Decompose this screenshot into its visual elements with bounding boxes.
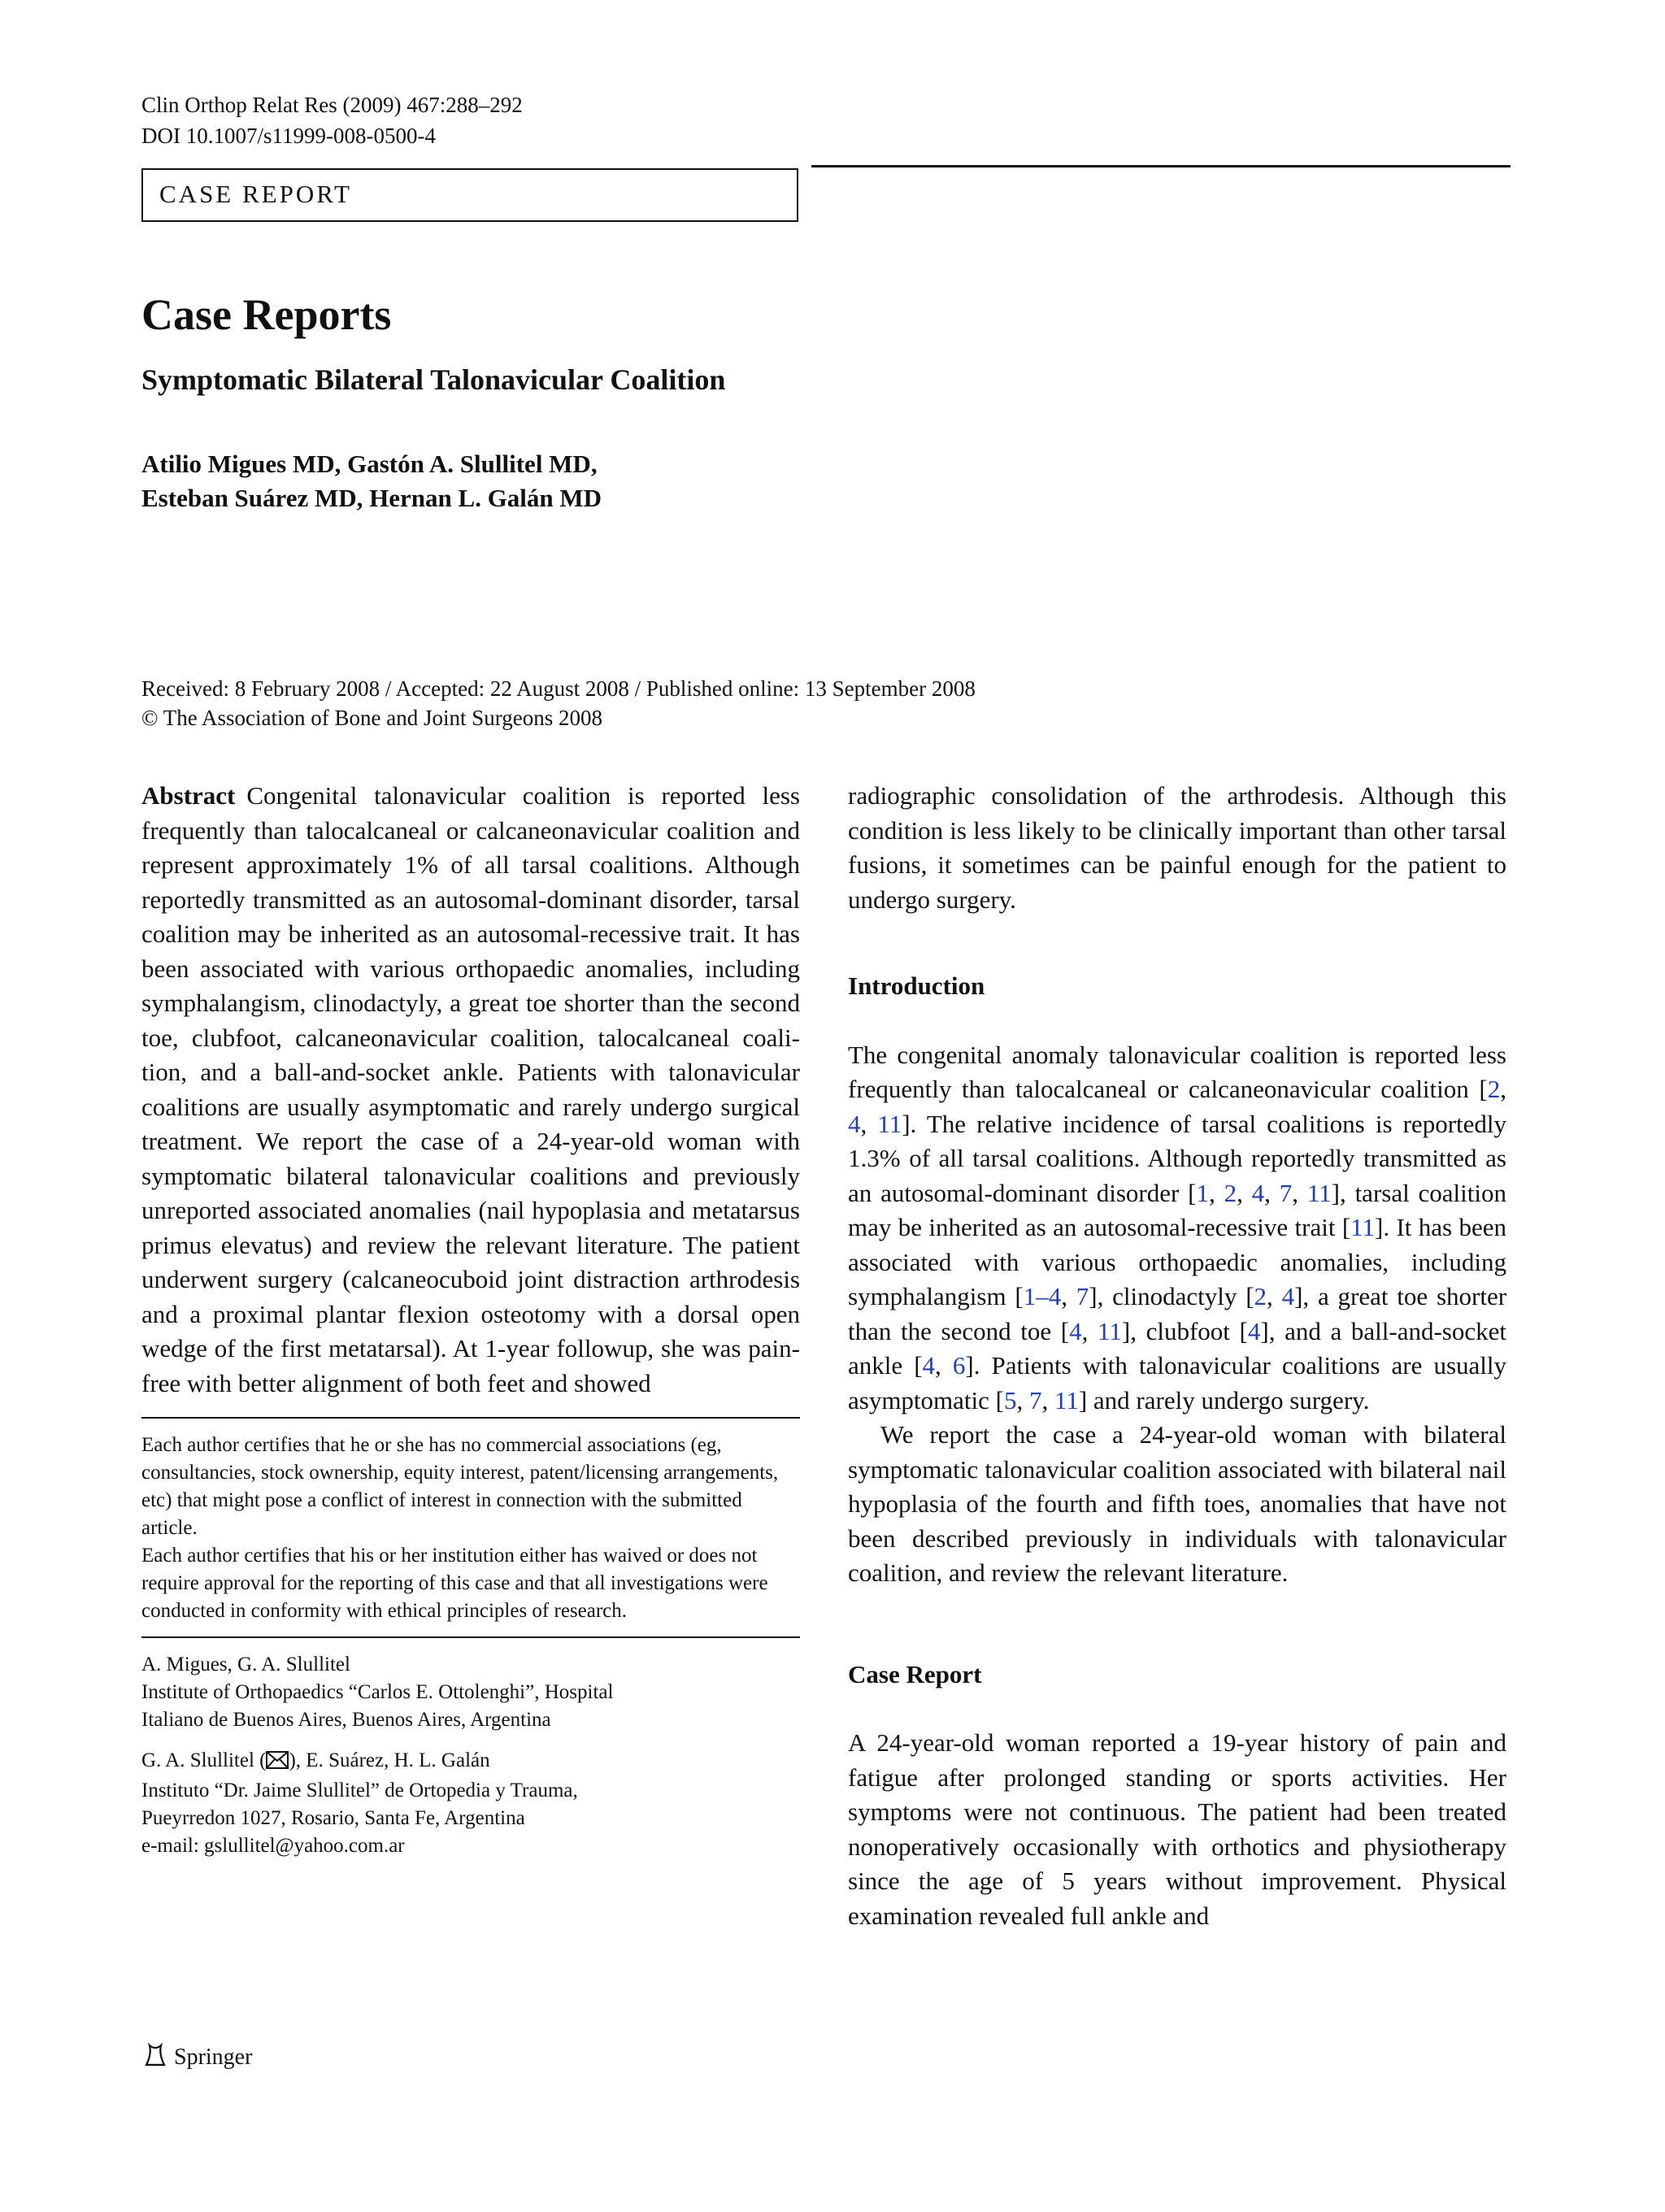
affiliations	[141, 1651, 800, 1860]
introduction-text: ]. It has been associated with various orthopaedic anomalies, including symphalangism [	[848, 1213, 1507, 1310]
citation-link[interactable]: 11	[877, 1109, 902, 1138]
introduction-text: ,	[1237, 1178, 1252, 1207]
introduction-text: ], clinodactyly [	[1089, 1282, 1254, 1310]
citation-link[interactable]: 1–4	[1023, 1282, 1062, 1310]
introduction-text: ,	[860, 1109, 878, 1138]
citation-link[interactable]: 4	[1251, 1178, 1265, 1207]
affiliation-rule	[141, 1636, 800, 1638]
introduction-text: ,	[1041, 1385, 1054, 1415]
article-subtitle: Symptomatic Bilateral Talonavicular Coalition	[141, 363, 726, 396]
introduction-text: ]. The relative incidence of tarsal coalitions is reportedly 1.3% of all tarsal coalitions. Although reportedly transmitted as an autosomal-dominant disorder [	[848, 1109, 1507, 1207]
introduction-text: ,	[1267, 1282, 1282, 1310]
introduction-heading: Introduction	[848, 971, 985, 1000]
citation-link[interactable]: 11	[1306, 1178, 1332, 1207]
disclosure-2: Each author certifies that his or her institution either has waived or does not require approval for the reporting of this case and that all investigations were conducted in conformity with ethical principles of research.	[141, 1545, 768, 1622]
introduction-text: ,	[1264, 1178, 1280, 1207]
introduction-text: ], tarsal coalition may be inherited as an autosomal-recessive trait [	[848, 1178, 1506, 1241]
authors-line-2: Esteban Suárez MD, Hernan L. Galán MD	[141, 484, 602, 512]
envelope-icon	[266, 1749, 289, 1777]
journal-citation	[141, 89, 523, 151]
citation-link[interactable]: 2	[1224, 1178, 1237, 1207]
introduction-text: ], clubfoot [	[1121, 1316, 1248, 1345]
disclosure-1: Each author certifies that he or she has no commercial associations (eg, consultancies, stock ownership, equity interest, patent/licensing arrangements, etc) that might pose a conflict of interest in connection with the submitted article.	[141, 1434, 779, 1539]
doi-line: DOI 10.1007/s11999-008-0500-4	[141, 124, 436, 148]
affiliation-1-line-2: Italiano de Buenos Aires, Buenos Aires, Argentina	[141, 1709, 551, 1731]
section-label: CASE REPORT	[159, 180, 352, 208]
affiliation-1-line-1: Institute of Orthopaedics “Carlos E. Ottolenghi”, Hospital	[141, 1681, 614, 1703]
introduction-text: ] and rarely undergo surgery.	[1078, 1385, 1370, 1415]
introduction-text: ,	[1500, 1075, 1506, 1103]
citation-link[interactable]: 7	[1028, 1385, 1042, 1415]
introduction-text: ,	[1081, 1316, 1098, 1345]
right-column	[848, 779, 1506, 1933]
introduction-text: ,	[1061, 1282, 1076, 1310]
copyright-line: © The Association of Bone and Joint Surgeons 2008	[141, 706, 602, 730]
authors-line-1: Atilio Migues MD, Gastón A. Slullitel MD,	[141, 450, 598, 478]
affiliation-2-email[interactable]: e-mail: gslullitel@yahoo.com.ar	[141, 1835, 405, 1857]
author-list	[141, 447, 602, 515]
affiliation-2-name-rest: ), E. Suárez, H. L. Galán	[289, 1749, 490, 1771]
citation-link[interactable]: 4	[922, 1351, 936, 1380]
introduction-text: ], a great toe shorter than the second toe [	[848, 1282, 1507, 1345]
header-rule	[811, 165, 1511, 167]
citation-link[interactable]: 11	[1350, 1213, 1376, 1241]
introduction-paragraph-2: We report the case a 24-year-old woman with bilateral symptomatic talonavicular coalition associated with bilateral nail hypoplasia of the fourth and fifth toes, anomalies that have not been described previously in individuals with talonavicular coalition, and review the relevant literature.	[848, 1420, 1506, 1587]
affiliation-2-line-2: Pueyrredon 1027, Rosario, Santa Fe, Argentina	[141, 1807, 525, 1829]
affiliation-1-names: A. Migues, G. A. Slullitel	[141, 1654, 350, 1675]
citation-link[interactable]: 2	[1254, 1282, 1267, 1310]
abstract-paragraph	[141, 779, 800, 1401]
citation-link[interactable]: 4	[1069, 1316, 1082, 1345]
citation-link[interactable]: 11	[1054, 1385, 1079, 1415]
publication-dates	[141, 674, 976, 732]
affiliation-2-names	[141, 1747, 800, 1777]
case-report-paragraph-1: A 24-year-old woman reported a 19-year history of pain and fatigue after prolonged standing or sports activities. Her symptoms were not continuous. The patient had been treated nonoperatively occasionally with orthotics and physiotherapy since the age of 5 years without improvement. Physical examination revealed full ankle and	[848, 1728, 1506, 1930]
introduction-text: ,	[1209, 1178, 1224, 1207]
affiliation-2-line-1: Instituto “Dr. Jaime Slullitel” de Ortopedia y Trauma,	[141, 1780, 578, 1801]
abstract-text: Congenital talonavicular coalition is reported less frequently than talocalcaneal or calcaneonavicular coalition and represent approximately 1% of all tarsal coalitions. Although reportedly transmitted as an autosomal-dominant disorder, tarsal coalition may be inherited as an autosomal-recessive trait. It has been associated with various orthopaedic anomalies, including symphalangism, clinodactyly, a great toe shorter than the second toe, clubfoot, calcaneonavicular coalition, talocalcaneal coalition, and a ball-and-socket ankle. Patients with talonavicular coalitions are usually asymptomatic and rarely undergo surgical treatment. We report the case of a 24-year-old woman with symptomatic bilateral talonavicular coalitions and previously unreported associated anomalies (nail hypoplasia and metatarsus primus elevatus) and review the relevant literature. The patient underwent surgery (calcaneocuboid joint distraction arthrodesis and a proximal plantar flexion osteotomy with a dorsal open wedge of the first metatarsal). At 1-year followup, she was pain-free with better alignment of both feet and showed	[141, 781, 800, 1397]
citation-link[interactable]: 2	[1487, 1075, 1501, 1103]
abstract-continuation: radiographic consolidation of the arthrodesis. Although this condition is less likely to be clinically important than other tarsal fusions, it sometimes can be painful enough for the patient to undergo surgery.	[848, 781, 1506, 914]
citation-link[interactable]: 4	[1247, 1316, 1261, 1345]
citation-link[interactable]: 7	[1076, 1282, 1089, 1310]
citation-link[interactable]: 1	[1196, 1178, 1209, 1207]
publisher-name: Springer	[174, 2045, 253, 2070]
journal-line: Clin Orthop Relat Res (2009) 467:288–292	[141, 93, 523, 117]
case-report-heading: Case Report	[848, 1659, 982, 1688]
introduction-text: ,	[935, 1351, 953, 1380]
section-label-box	[141, 168, 798, 222]
introduction-paragraph-1	[848, 1038, 1506, 1419]
introduction-text: The congenital anomaly talonavicular coalition is reported less frequently than talocalcaneal or calcaneonavicular coalition [	[848, 1040, 1506, 1103]
introduction-text: ,	[1292, 1178, 1307, 1207]
citation-link[interactable]: 6	[952, 1351, 966, 1380]
introduction-text: ], and a ball-and-socket ankle [	[848, 1316, 1506, 1380]
springer-logo-icon	[141, 2040, 167, 2075]
citation-link[interactable]: 4	[1281, 1282, 1295, 1310]
affiliation-2-name-primary: G. A. Slullitel (	[141, 1749, 267, 1771]
introduction-text: ]. Patients with talonavicular coalitions are usually asymptomatic [	[848, 1351, 1506, 1415]
footnote-rule	[141, 1417, 800, 1419]
abstract-label: Abstract	[141, 781, 236, 810]
citation-link[interactable]: 11	[1098, 1316, 1122, 1345]
disclosures	[141, 1432, 800, 1625]
introduction-text: ,	[1016, 1385, 1029, 1415]
left-column	[141, 779, 800, 1860]
citation-link[interactable]: 5	[1003, 1385, 1017, 1415]
citation-link[interactable]: 7	[1279, 1178, 1293, 1207]
article-title: Case Reports	[141, 290, 392, 339]
citation-link[interactable]: 4	[848, 1109, 861, 1138]
dates-line: Received: 8 February 2008 / Accepted: 22 August 2008 / Published online: 13 September 2008	[141, 676, 976, 701]
publisher-footer	[141, 2040, 252, 2075]
